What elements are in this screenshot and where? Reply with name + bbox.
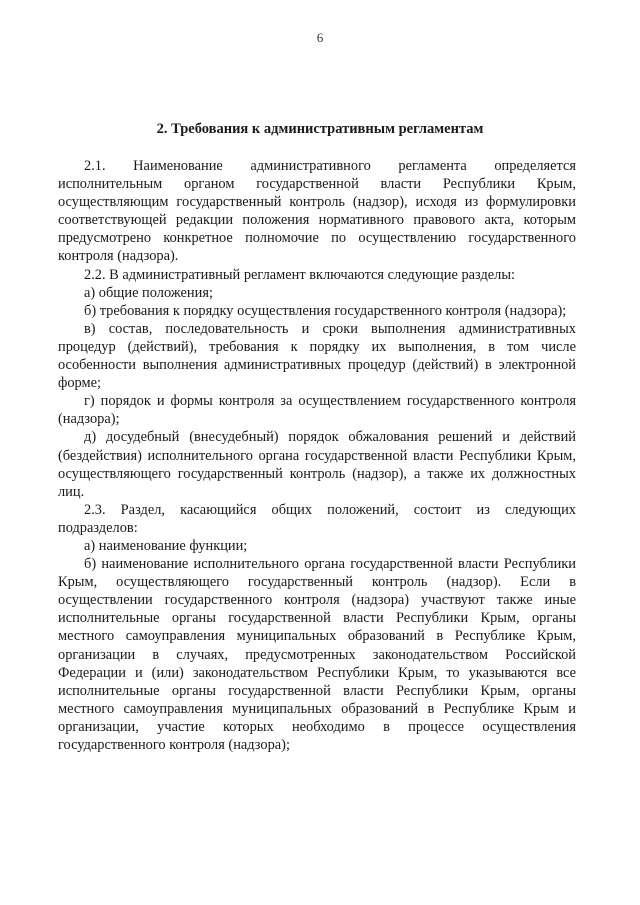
paragraph-2-1: 2.1. Наименование административного регламента определяется исполнительным органом государственной власти Республики Крым, осуществляющим государственный контроль (надзор), исходя из формулировки соответствующей редакции положения нормативного правового акта, которым предусмотрено конкретное полномочие по осуществлению государственного контроля (надзора). (58, 158, 576, 265)
list-item-g: г) порядок и формы контроля за осуществлением государственного контроля (надзора); (58, 393, 576, 428)
subsection-item-b: б) наименование исполнительного органа государственной власти Республики Крым, осуществляющего государственный контроль (надзор). Если в осуществлении государственного контроля (надзора) участвуют также иные исполнительные органы государственной власти Республики Крым, органы местного самоуправления муниципальных образований в Республике Крым, организации в случаях, предусмотренных законодательством Российской Федерации и (или) законодательством Республики Крым, то указываются все исполнительные органы государственной власти Республики Крым, органы местного самоуправления муниципальных образований в Республике Крым и организации, участие которых необходимо в процессе осуществления государственного контроля (надзора); (58, 556, 576, 753)
list-item-v: в) состав, последовательность и сроки выполнения административных процедур (действий), требования к порядку их выполнения, в том числе особенности выполнения административных процедур (действий) в электронной форме; (58, 320, 576, 392)
list-item-b: б) требования к порядку осуществления государственного контроля (надзора); (84, 302, 567, 319)
document-body (58, 157, 576, 754)
subsection-item-a: а) наименование функции; (84, 537, 248, 554)
list-item-d: д) досудебный (внесудебный) порядок обжалования решений и действий (бездействия) исполнительного органа государственной власти Республики Крым, осуществляющего государственный контроль (надзор), а также их должностных лиц. (58, 429, 576, 500)
list-item-a: а) общие положения; (84, 284, 213, 301)
paragraph-2-2: 2.2. В административный регламент включаются следующие разделы: (84, 266, 516, 283)
section-heading: 2. Требования к административным регламентам (156, 121, 484, 137)
paragraph-2-3: 2.3. Раздел, касающийся общих положений, состоит из следующих подразделов: (58, 501, 576, 536)
page-number: 6 (316, 30, 324, 45)
